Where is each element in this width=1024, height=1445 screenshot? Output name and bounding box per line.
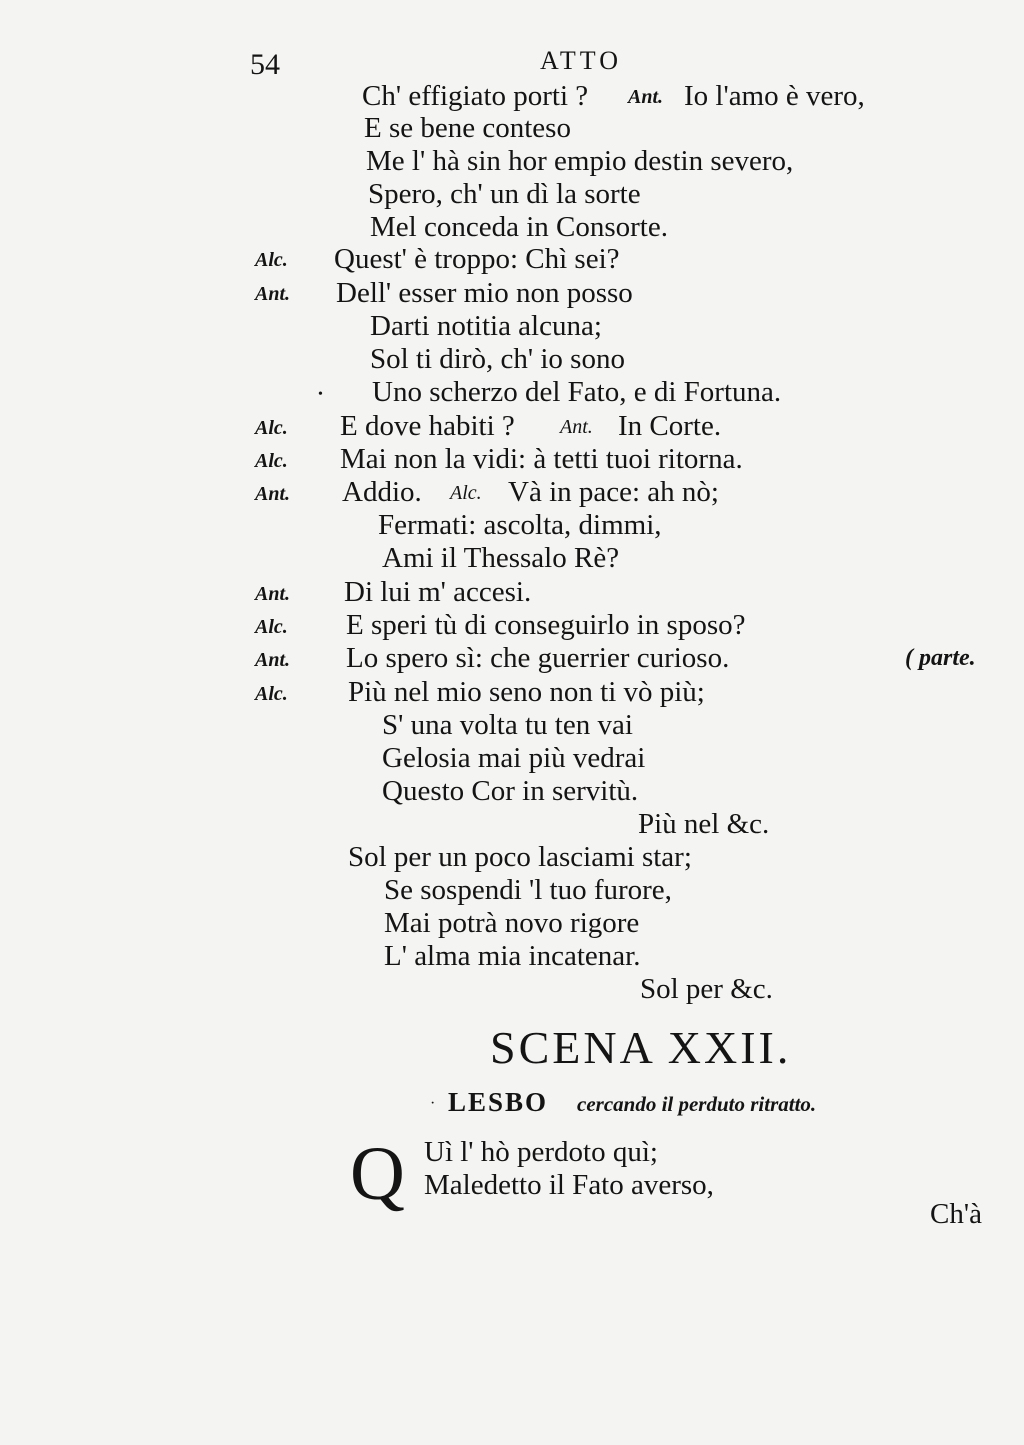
- verse-line: Và in pace: ah nò;: [508, 476, 719, 508]
- verse-line: Dell' esser mio non posso: [336, 277, 633, 309]
- verse-line: Uì l' hò perdoto quì;: [424, 1136, 658, 1168]
- verse-line: Fermati: ascolta, dimmi,: [378, 509, 662, 541]
- verse-line: E dove habiti ?: [340, 410, 515, 442]
- verse-line: Maledetto il Fato averso,: [424, 1169, 714, 1201]
- verse-line: Darti notitia alcuna;: [370, 310, 602, 342]
- speaker-label: Ant.: [255, 483, 291, 505]
- verse-line: Uno scherzo del Fato, e di Fortuna.: [372, 376, 782, 408]
- verse-line: Se sospendi 'l tuo furore,: [384, 874, 672, 906]
- inline-speaker: Ant.: [628, 86, 664, 108]
- verse-line: Mel conceda in Consorte.: [370, 211, 668, 243]
- verse-line: Ch' effigiato porti ?: [362, 80, 589, 112]
- inline-speaker: Alc.: [450, 482, 482, 504]
- speaker-label: Alc.: [255, 450, 288, 472]
- speaker-label: Alc.: [255, 249, 288, 271]
- drop-cap: Q: [350, 1132, 405, 1216]
- verse-line: Sol per &c.: [640, 973, 773, 1005]
- verse-line: Addio.: [342, 476, 422, 508]
- verse-line: Lo spero sì: che guerrier curioso.: [346, 642, 730, 674]
- verse-line: Spero, ch' un dì la sorte: [368, 178, 641, 210]
- verse-line: Io l'amo è vero,: [684, 80, 865, 112]
- scene-character: LESBO: [448, 1087, 549, 1117]
- verse-line: S' una volta tu ten vai: [382, 709, 633, 741]
- speaker-label: Alc.: [255, 417, 288, 439]
- verse-line: Mai potrà novo rigore: [384, 907, 640, 939]
- verse-line: Gelosia mai più vedrai: [382, 742, 646, 774]
- verse-line: Questo Cor in servitù.: [382, 775, 639, 807]
- verse-line: In Corte.: [618, 410, 722, 442]
- verse-line: Di lui m' accesi.: [344, 576, 532, 608]
- verse-line: Me l' hà sin hor empio destin severo,: [366, 145, 794, 177]
- speaker-label: Alc.: [255, 616, 288, 638]
- scene-title: SCENA XXII.: [490, 1022, 792, 1073]
- verse-line: E se bene conteso: [364, 112, 571, 144]
- speaker-label: Ant.: [255, 649, 291, 671]
- speaker-label: Alc.: [255, 683, 288, 705]
- running-head: ATTO: [540, 46, 622, 75]
- verse-line: Mai non la vidi: à tetti tuoi ritorna.: [340, 443, 743, 475]
- verse-line: Più nel &c.: [638, 808, 770, 840]
- verse-line: L' alma mia incatenar.: [384, 940, 641, 972]
- verse-line: Sol per un poco lasciami star;: [348, 841, 692, 873]
- speaker-label: Ant.: [255, 283, 291, 305]
- printer-mark: •: [318, 387, 323, 402]
- stage-direction: ( parte.: [905, 645, 976, 671]
- speaker-label: Ant.: [255, 583, 291, 605]
- inline-speaker: Ant.: [560, 416, 593, 438]
- verse-line: Ami il Thessalo Rè?: [382, 542, 620, 574]
- verse-line: E speri tù di conseguirlo in sposo?: [346, 609, 746, 641]
- printer-mark: ·: [430, 1095, 436, 1112]
- verse-line: Quest' è troppo: Chì sei?: [334, 243, 620, 275]
- page-number: 54: [250, 48, 280, 81]
- scene-direction: cercando il perduto ritratto.: [577, 1092, 817, 1116]
- verse-line: Più nel mio seno non ti vò più;: [348, 676, 705, 708]
- catchword: Ch'à: [930, 1198, 982, 1230]
- verse-line: Sol ti dirò, ch' io sono: [370, 343, 625, 375]
